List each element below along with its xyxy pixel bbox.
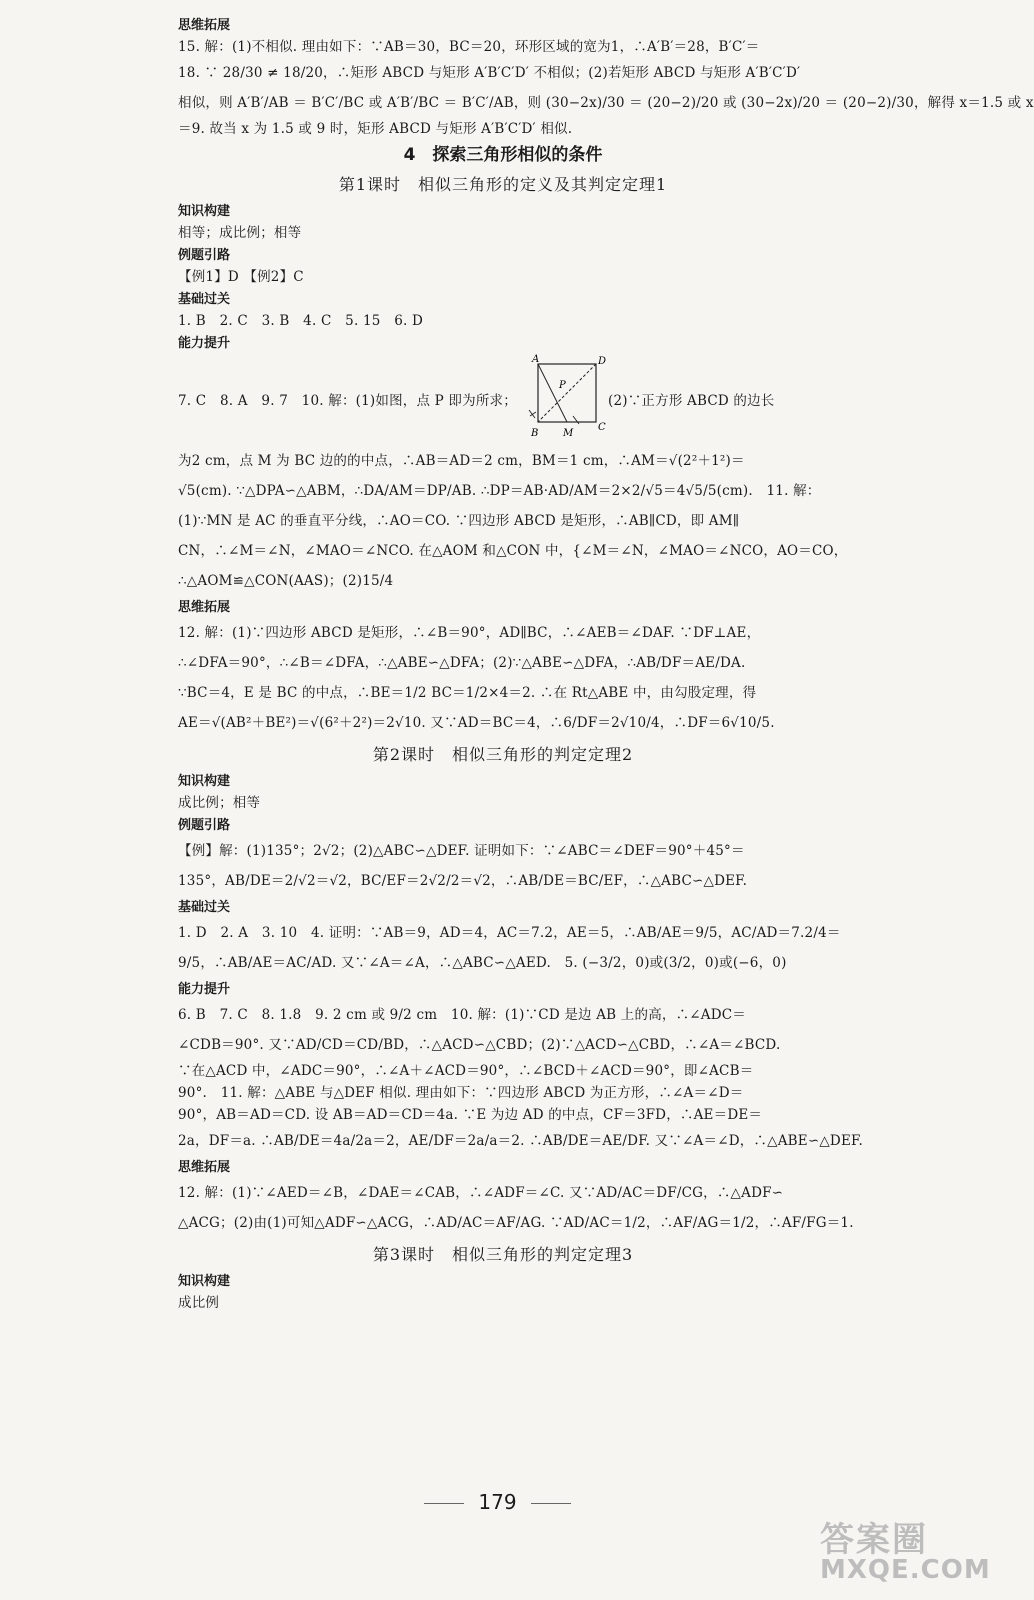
- text-line: 15. 解：(1)不相似. 理由如下：∵AB＝30，BC＝20，环形区域的宽为1，∴A′B′＝28，B′C′＝: [178, 39, 760, 55]
- text-line: (1)∵MN 是 AC 的垂直平分线，∴AO＝CO. ∵四边形 ABCD 是矩形，∴AB∥CD，即 AM∥: [178, 513, 740, 529]
- lesson-title: 第1课时 相似三角形的定义及其判定定理1: [338, 175, 668, 194]
- text-line: 12. 解：(1)∵四边形 ABCD 是矩形，∴∠B＝90°，AD∥BC，∴∠AEB＝∠DAF. ∵DF⊥AE，: [178, 625, 761, 641]
- section-heading: 思维拓展: [178, 18, 231, 33]
- footer-rule: [531, 1503, 571, 1504]
- text-line: 成比例: [178, 1295, 220, 1311]
- text-line: CN，∴∠M＝∠N，∠MAO＝∠NCO. 在△AOM 和△CON 中，{∠M＝∠N，∠MAO＝∠NCO，AO＝CO，: [178, 543, 848, 559]
- text-line: 7. C 8. A 9. 7 10. 解：(1)如图，点 P 即为所求；: [178, 393, 517, 409]
- text-line: ＝9. 故当 x 为 1.5 或 9 时，矩形 ABCD 与矩形 A′B′C′D′ 相似.: [178, 121, 573, 137]
- text-line: AE＝√(AB²＋BE²)＝√(6²＋2²)＝2√10. 又∵AD＝BC＝4，∴6/DF＝2√10/4，∴DF＝6√10/5.: [178, 715, 775, 731]
- figure-row: [178, 354, 828, 446]
- section-heading: 能力提升: [178, 336, 231, 351]
- text-line: 为2 cm，点 M 为 BC 边的的中点，∴AB＝AD＝2 cm，BM＝1 cm，∴AM＝√(2²＋1²)＝: [178, 453, 745, 469]
- text-line: 18. ∵ 28/30 ≠ 18/20，∴矩形 ABCD 与矩形 A′B′C′D′ 不相似；(2)若矩形 ABCD 与矩形 A′B′C′D′: [178, 65, 801, 81]
- vertex-label: M: [563, 428, 574, 439]
- text-line: 6. B 7. C 8. 1.8 9. 2 cm 或 9/2 cm 10. 解：(1)∵CD 是边 AB 上的高，∴∠ADC＝: [178, 1007, 747, 1023]
- lesson-title: 第2课时 相似三角形的判定定理2: [372, 745, 634, 764]
- section-heading: 思维拓展: [178, 600, 231, 615]
- vertex-label: D: [598, 356, 607, 367]
- section-heading: 能力提升: [178, 982, 231, 997]
- text-line: 90°，AB＝AD＝CD. 设 AB＝AD＝CD＝4a. ∵E 为边 AD 的中点，CF＝3FD，∴AE＝DE＝: [178, 1107, 763, 1123]
- text-line: √5(cm). ∵△DPA∽△ABM，∴DA/AM＝DP/AB. ∴DP＝AB·AD/AM＝2×2/√5＝4√5/5(cm). 11. 解：: [178, 483, 821, 499]
- page-number: 179: [478, 1490, 517, 1514]
- text-line: ∵BC＝4，E 是 BC 的中点，∴BE＝1/2 BC＝1/2×4＝2. ∴在 Rt△ABE 中，由勾股定理，得: [178, 685, 757, 701]
- watermark-url: MXQE.COM: [820, 1555, 991, 1585]
- chapter-title: 4 探索三角形相似的条件: [403, 145, 603, 165]
- text-line: ∴△AOM≌△CON(AAS)；(2)15/4: [178, 573, 394, 589]
- text-line: ∴∠DFA＝90°，∴∠B＝∠DFA，∴△ABE∽△DFA；(2)∵△ABE∽△DFA，∴AB/DF＝AE/DA.: [178, 655, 746, 671]
- text-line: 12. 解：(1)∵∠AED＝∠B，∠DAE＝∠CAB，∴∠ADF＝∠C. 又∵AD/AC＝DF/CG，∴△ADF∽: [178, 1185, 784, 1201]
- section-heading: 例题引路: [178, 818, 231, 833]
- section-heading: 知识构建: [178, 1274, 231, 1289]
- text-line: △ACG；(2)由(1)可知△ADF∽△ACG，∴AD/AC＝AF/AG. ∵AD/AC＝1/2，∴AF/AG＝1/2，∴AF/FG＝1.: [178, 1215, 854, 1231]
- vertex-label: B: [531, 428, 539, 439]
- text-line: 1. D 2. A 3. 10 4. 证明：∵AB＝9，AD＝4，AC＝7.2，AE＝5，∴AB/AE＝9/5，AC/AD＝7.2/4＝: [178, 925, 841, 941]
- section-heading: 基础过关: [178, 900, 231, 915]
- watermark-logo: [820, 1512, 991, 1585]
- text-line: 相似，则 A′B′/AB ＝ B′C′/BC 或 A′B′/BC ＝ B′C′/AB，则 (30−2x)/30 ＝ (20−2)/20 或 (30−2x)/20 ＝ (20−2)/30，解得 x＝1.5 或 x: [178, 95, 1034, 111]
- text-line: 135°，AB/DE＝2/√2＝√2，BC/EF＝2√2/2＝√2，∴AB/DE＝BC/EF，∴△ABC∽△DEF.: [178, 873, 748, 889]
- answer-page: [178, 14, 1034, 1314]
- section-heading: 例题引路: [178, 248, 231, 263]
- vertex-label: A: [532, 354, 540, 365]
- text-line: (2)∵正方形 ABCD 的边长: [608, 393, 775, 409]
- vertex-label: P: [559, 380, 566, 391]
- text-line: 【例】解：(1)135°；2√2；(2)△ABC∽△DEF. 证明如下：∵∠ABC＝∠DEF＝90°＋45°＝: [178, 843, 745, 859]
- section-heading: 基础过关: [178, 292, 231, 307]
- text-line: 2a，DF＝a. ∴AB/DE＝4a/2a＝2，AE/DF＝2a/a＝2. ∴AB/DE＝AE/DF. 又∵∠A＝∠D，∴△ABE∽△DEF.: [178, 1133, 863, 1149]
- text-line: ∵在△ACD 中，∠ADC＝90°，∴∠A＋∠ACD＝90°，∴∠BCD＋∠ACD＝90°，即∠ACB＝: [178, 1063, 754, 1079]
- text-line: 90°. 11. 解：△ABE 与△DEF 相似. 理由如下：∵四边形 ABCD 为正方形，∴∠A＝∠D＝: [178, 1085, 744, 1101]
- text-line: 【例1】D 【例2】C: [178, 269, 304, 285]
- text-line: ∠CDB＝90°. 又∵AD/CD＝CD/BD，∴△ACD∽△CBD；(2)∵△ACD∽△CBD，∴∠A＝∠BCD.: [178, 1037, 781, 1053]
- page-footer: [0, 1490, 995, 1514]
- section-heading: 知识构建: [178, 204, 231, 219]
- section-heading: 思维拓展: [178, 1160, 231, 1175]
- lesson-title: 第3课时 相似三角形的判定定理3: [372, 1245, 634, 1264]
- watermark-text: 答案圈: [820, 1520, 928, 1560]
- text-line: 9/5，∴AB/AE＝AC/AD. 又∵∠A＝∠A，∴△ABC∽△AED. 5. (−3/2，0)或(3/2，0)或(−6，0): [178, 955, 787, 971]
- square-figure: [523, 354, 607, 446]
- footer-rule: [424, 1503, 464, 1504]
- text-line: 1. B 2. C 3. B 4. C 5. 15 6. D: [178, 313, 424, 329]
- text-line: 相等；成比例；相等: [178, 225, 302, 241]
- text-line: 成比例；相等: [178, 795, 261, 811]
- section-heading: 知识构建: [178, 774, 231, 789]
- vertex-label: C: [598, 422, 606, 433]
